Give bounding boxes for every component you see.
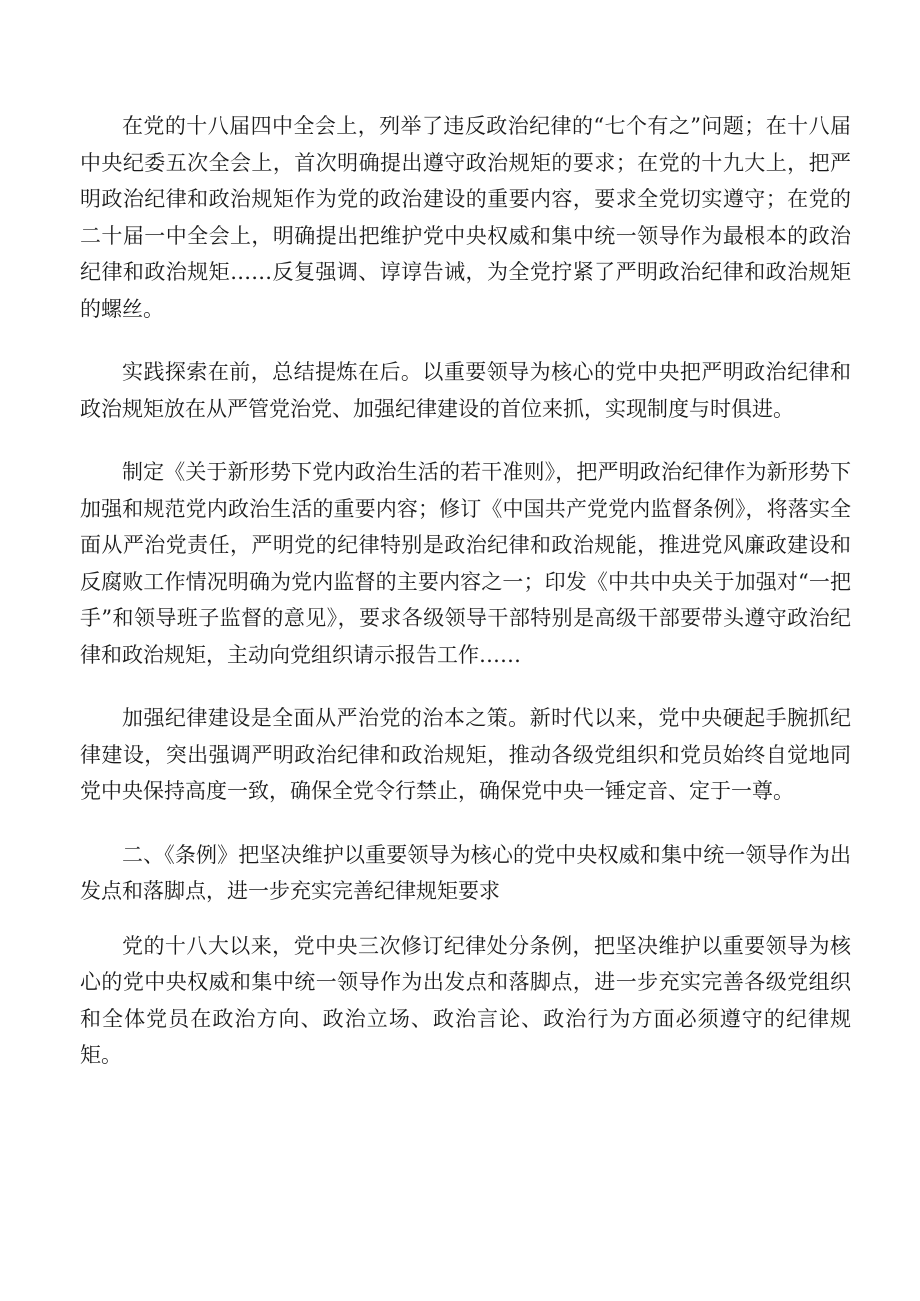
paragraph-discipline-building: 加强纪律建设是全面从严治党的治本之策。新时代以来，党中央硬起手腕抓纪律建设，突出强调严明政治纪律和政治规矩，推动各级党组织和党员始终自觉地同党中央保持高度一致，确保全党令行禁止，确保党中央一锤定音、定于一尊。 <box>80 706 851 803</box>
section-heading: 二、《条例》把坚决维护以重要领导为核心的党中央权威和集中统一领导作为出发点和落脚点，进一步充实完善纪律规矩要求 <box>80 842 851 903</box>
paragraph-regulation-revisions: 党的十八大以来，党中央三次修订纪律处分条例，把坚决维护以重要领导为核心的党中央权威和集中统一领导作为出发点和落脚点，进一步充实完善各级党组织和全体党员在政治方向、政治立场、政治言论、政治行为方面必须遵守的纪律规矩。 <box>80 933 851 1067</box>
document-page <box>80 108 851 1074</box>
paragraph-practice-exploration: 实践探索在前，总结提炼在后。以重要领导为核心的党中央把严明政治纪律和政治规矩放在从严管党治党、加强纪律建设的首位来抓，实现制度与时俱进。 <box>80 360 851 421</box>
paragraph-discipline-history: 在党的十八届四中全会上，列举了违反政治纪律的“七个有之”问题；在十八届中央纪委五次全会上，首次明确提出遵守政治规矩的要求；在党的十九大上，把严明政治纪律和政治规矩作为党的政治建设的重要内容，要求全党切实遵守；在党的二十届一中全会上，明确提出把维护党中央权威和集中统一领导作为最根本的政治纪律和政治规矩……反复强调、谆谆告诫，为全党拧紧了严明政治纪律和政治规矩的螺丝。 <box>80 114 851 321</box>
paragraph-regulations-list: 制定《关于新形势下党内政治生活的若干准则》，把严明政治纪律作为新形势下加强和规范党内政治生活的重要内容；修订《中国共产党党内监督条例》，将落实全面从严治党责任，严明党的纪律特别是政治纪律和政治规能，推进党风廉政建设和反腐败工作情况明确为党内监督的主要内容之一；印发《中共中央关于加强对“一把手”和领导班子监督的意见》，要求各级领导干部特别是高级干部要带头遵守政治纪律和政治规矩，主动向党组织请示报告工作…… <box>80 460 851 667</box>
